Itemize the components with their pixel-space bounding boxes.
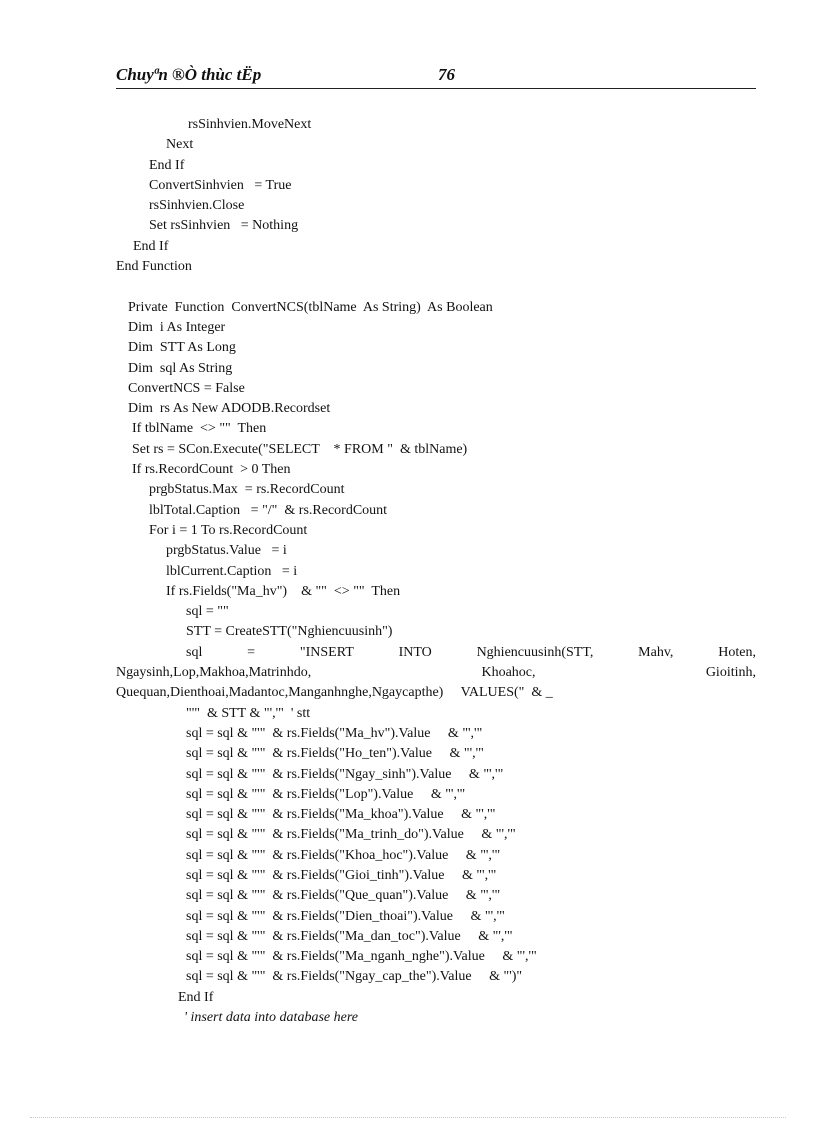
code-line: sql = sql & "'" & rs.Fields("Ho_ten").Value & "','" [186, 746, 484, 762]
code-token: sql [186, 644, 203, 660]
code-block-sql-build [116, 704, 756, 1029]
header-title: Chuyªn ®Ò thùc tËp [116, 65, 262, 84]
code-token: "INSERT [299, 644, 354, 660]
code-token: Mahv, [638, 644, 674, 660]
code-line: Private Function ConvertNCS(tblName As String) As Boolean [128, 299, 493, 315]
code-line: End If [178, 989, 214, 1005]
code-line: sql = sql & "'" & rs.Fields("Gioi_tinh").Value & "','" [186, 867, 497, 883]
code-line-sql-columns [116, 663, 756, 683]
page-bottom-border [30, 1117, 786, 1118]
code-line: ' insert data into database here [184, 1010, 358, 1026]
code-line: sql = sql & "'" & rs.Fields("Ngay_sinh").Value & "','" [186, 766, 504, 782]
code-token: Gioitinh, [705, 665, 756, 681]
code-line: sql = "" [186, 604, 229, 620]
code-line: lblTotal.Caption = "/" & rs.RecordCount [149, 502, 388, 518]
code-block-convert-sinhvien-end [116, 115, 756, 277]
code-token: Nghiencuusinh(STT, [476, 644, 594, 660]
code-line: End Function [116, 259, 192, 275]
code-line-sql-values: Quequan,Dienthoai,Madantoc,Manganhnghe,Ngaycapthe) VALUES(" & _ [116, 685, 553, 701]
code-token: Ngaysinh,Lop,Makhoa,Matrinhdo, [116, 665, 312, 681]
code-line: End If [133, 238, 169, 254]
code-line: sql = sql & "'" & rs.Fields("Ma_dan_toc").Value & "','" [186, 928, 513, 944]
code-line: If rs.Fields("Ma_hv") & "" <> "" Then [166, 583, 401, 599]
code-line: Dim rs As New ADODB.Recordset [128, 401, 331, 417]
code-line: sql = sql & "'" & rs.Fields("Ma_hv").Value & "','" [186, 725, 483, 741]
code-line: prgbStatus.Value = i [166, 543, 287, 559]
code-token: Khoahoc, [481, 665, 536, 681]
code-token: INTO [398, 644, 432, 660]
code-line: Set rs = SCon.Execute("SELECT * FROM " & tblName) [132, 441, 468, 457]
code-line: sql = sql & "'" & rs.Fields("Dien_thoai").Value & "','" [186, 908, 505, 924]
code-line: sql = sql & "'" & rs.Fields("Lop").Value & "','" [186, 786, 466, 802]
code-line: STT = CreateSTT("Nghiencuusinh") [186, 624, 393, 640]
code-line: Dim i As Integer [128, 319, 226, 335]
code-line: If rs.RecordCount > 0 Then [132, 462, 291, 478]
code-line: sql = sql & "'" & rs.Fields("Khoa_hoc").Value & "','" [186, 847, 501, 863]
code-line: lblCurrent.Caption = i [166, 563, 298, 579]
code-token: Hoten, [718, 644, 756, 660]
page-number: 76 [438, 65, 455, 84]
blank-line [116, 277, 756, 297]
code-token: = [247, 644, 256, 660]
code-line: rsSinhvien.Close [149, 198, 245, 214]
code-line: sql = sql & "'" & rs.Fields("Ngay_cap_the").Value & "')" [186, 969, 523, 985]
code-line: ConvertNCS = False [128, 380, 245, 396]
code-line: Set rsSinhvien = Nothing [149, 218, 299, 234]
code-line: For i = 1 To rs.RecordCount [149, 522, 308, 538]
code-line: sql = sql & "'" & rs.Fields("Ma_khoa").Value & "','" [186, 807, 496, 823]
code-line: Dim STT As Long [128, 340, 236, 356]
code-line: Dim sql As String [128, 360, 233, 376]
code-line: prgbStatus.Max = rs.RecordCount [149, 482, 345, 498]
code-line: sql = sql & "'" & rs.Fields("Ma_nganh_nghe").Value & "','" [186, 949, 537, 965]
code-line: "'" & STT & "','" ' stt [186, 705, 311, 721]
code-line: sql = sql & "'" & rs.Fields("Que_quan").Value & "','" [186, 888, 501, 904]
code-line: Next [166, 137, 194, 153]
code-line: sql = sql & "'" & rs.Fields("Ma_trinh_do").Value & "','" [186, 827, 516, 843]
code-line: End If [149, 157, 185, 173]
code-line: If tblName <> "" Then [132, 421, 267, 437]
code-block-convert-ncs [116, 298, 756, 643]
page-header [116, 64, 756, 89]
code-line-sql-insert [116, 643, 756, 663]
code-listing [116, 115, 756, 1028]
code-line: rsSinhvien.MoveNext [188, 117, 312, 132]
code-line: ConvertSinhvien = True [149, 177, 292, 193]
